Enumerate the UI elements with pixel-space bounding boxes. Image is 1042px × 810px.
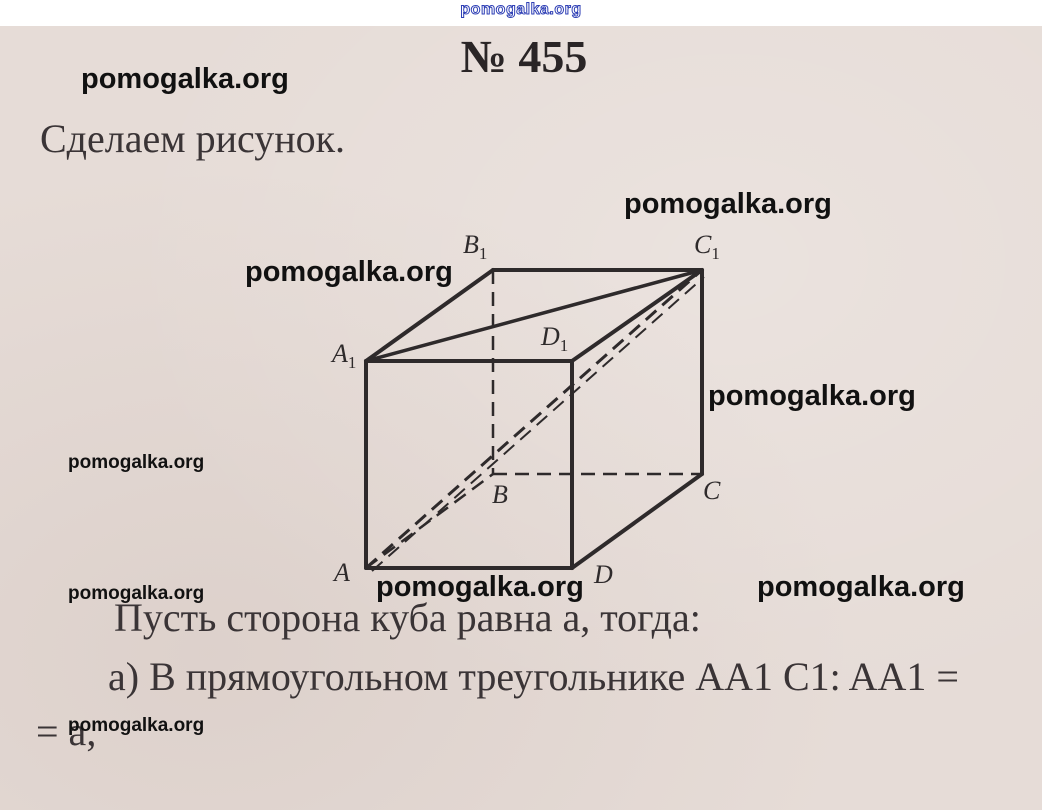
vertex-label-a: A xyxy=(334,558,350,587)
vertex-label-a1: $A_1$ xyxy=(332,339,357,372)
watermark: pomogalka.org xyxy=(757,571,965,603)
watermark: pomogalka.org xyxy=(68,715,205,736)
watermark: pomogalka.org xyxy=(68,583,205,604)
watermark: pomogalka.org xyxy=(245,256,453,288)
vertex-label-d: D xyxy=(594,560,613,589)
edge-d1-c1 xyxy=(572,270,702,361)
watermark: pomogalka.org xyxy=(81,63,289,95)
vertex-label-d1: $D_1$ xyxy=(541,322,569,355)
vertex-label-c: C xyxy=(703,476,721,505)
vertex-label-b1: $B_1$ xyxy=(463,230,488,263)
site-link[interactable]: pomogalka.org xyxy=(460,1,582,18)
statement-line: Пусть сторона куба равна a, тогда: xyxy=(114,595,701,640)
watermark: pomogalka.org xyxy=(68,452,205,473)
watermark: pomogalka.org xyxy=(708,380,916,412)
vertex-label-c1: $C_1$ xyxy=(694,230,720,263)
vertex-label-b: B xyxy=(492,480,508,509)
edge-d-c xyxy=(572,474,702,568)
watermark: pomogalka.org xyxy=(376,571,584,603)
problem-number: № 455 xyxy=(460,31,588,82)
solution-line-a: а) В прямоугольном треугольнике AA1 C1: AA1 = xyxy=(108,654,959,699)
solution-line-continued: = a, xyxy=(36,709,97,754)
watermark: pomogalka.org xyxy=(624,188,832,220)
intro-text: Сделаем рисунок. xyxy=(40,116,346,161)
